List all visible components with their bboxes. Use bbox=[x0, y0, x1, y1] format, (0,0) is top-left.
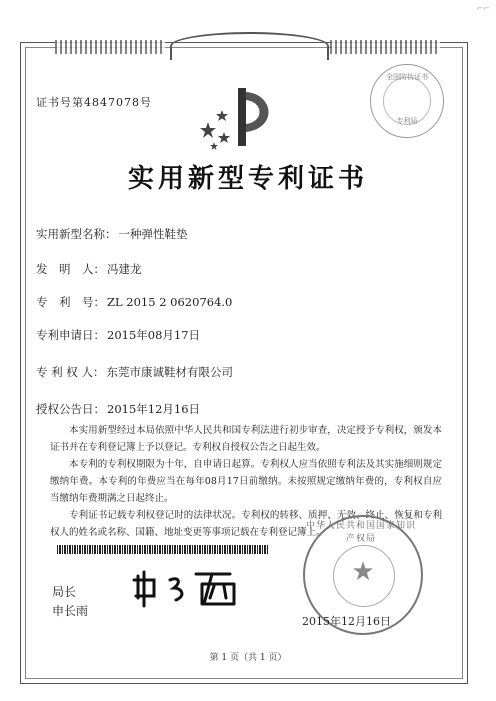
field-value: ZL 2015 2 0620764.0 bbox=[107, 295, 233, 309]
certificate-title: 实用新型专利证书 bbox=[127, 164, 368, 194]
body-paragraph-3: 专利证书记载专利权登记时的法律状况。专利权的转移、质押、无效、终止、恢复和专利权人的姓名或名称、国籍、地址变更等事项记载在专利登记簿上。 bbox=[50, 510, 442, 538]
field-value: 2015年08月17日 bbox=[107, 328, 201, 342]
official-seal-text: 中华人民共和国国家知识产权局 bbox=[306, 521, 417, 544]
field-label: 授权公告日： bbox=[36, 402, 105, 416]
field-label: 实用新型名称： bbox=[36, 227, 117, 241]
patent-office-emblem-icon bbox=[200, 84, 282, 154]
corner-mark: ⌐⌐ bbox=[476, 4, 490, 13]
body-paragraph-1: 本实用新型经过本局依照中华人民共和国专利法进行初步审查，决定授予专利权，颁发本证书并在专利登记簿上予以登记。专利权自授权公告之日起生效。 bbox=[50, 425, 442, 453]
field-patent-holder bbox=[36, 364, 233, 380]
page-footer: 第 1 页（共 1 页） bbox=[209, 653, 287, 663]
field-label: 专 利 权 人： bbox=[36, 365, 105, 379]
field-label: 发 明 人： bbox=[36, 262, 105, 276]
seal-star-icon: ★ bbox=[351, 557, 375, 587]
director-block bbox=[52, 583, 88, 621]
seal-line-1: 全国防伪证书 bbox=[386, 73, 428, 81]
field-value: 东莞市康诚鞋材有限公司 bbox=[106, 365, 233, 379]
field-label: 专利申请日： bbox=[36, 328, 105, 342]
seal-line-3: 专利局 bbox=[396, 117, 418, 125]
field-value: 2015年12月16日 bbox=[107, 402, 201, 416]
field-utility-name bbox=[36, 226, 188, 242]
seal-date: 2015年12月16日 bbox=[302, 615, 391, 628]
ornament-right bbox=[330, 40, 440, 54]
director-signature bbox=[130, 566, 250, 610]
body-paragraph-2: 本专利的专利权期限为十年，自申请日起算。专利权人应当依照专利法及其实施细则规定缴纳年费。本专利的年费应当在每年08月17日前缴纳。未按照规定缴纳年费的，专利权自应当缴纳年费期满之日起终止。 bbox=[50, 459, 442, 504]
anti-counterfeit-seal bbox=[370, 64, 444, 138]
ornament-left bbox=[55, 40, 165, 54]
barcode bbox=[57, 545, 269, 554]
ornament-center bbox=[170, 32, 329, 60]
field-label: 专 利 号： bbox=[36, 295, 105, 309]
field-filing-date bbox=[36, 327, 200, 343]
field-value: 一种弹性鞋垫 bbox=[118, 227, 188, 241]
field-value: 冯建龙 bbox=[107, 262, 142, 276]
field-patent-number bbox=[36, 294, 232, 310]
director-name: 申长雨 bbox=[52, 604, 89, 618]
certificate-number: 证书号第4847078号 bbox=[36, 96, 152, 109]
field-grant-date bbox=[36, 401, 200, 417]
director-title: 局长 bbox=[52, 585, 77, 599]
field-inventor bbox=[36, 261, 142, 277]
